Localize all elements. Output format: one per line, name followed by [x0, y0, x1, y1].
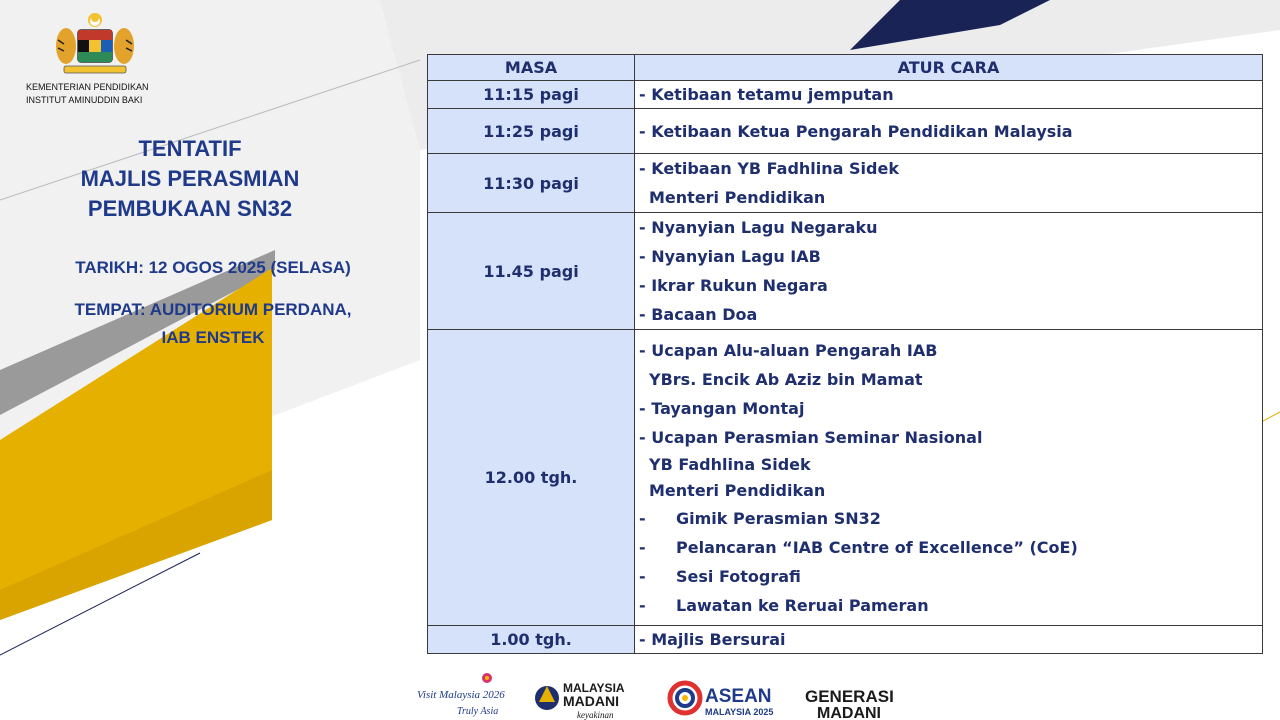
row-time: 1.00 tgh. — [428, 626, 635, 654]
schedule-item: - Ikrar Rukun Negara — [639, 276, 828, 295]
column-header-masa: MASA — [428, 55, 635, 81]
row-time: 11:30 pagi — [428, 154, 635, 213]
schedule-item: YB Fadhlina Sidek — [649, 454, 811, 474]
madani-line1: MALAYSIA — [563, 681, 625, 695]
title-line-2: MAJLIS PERASMIAN — [80, 166, 300, 191]
asean-line2: MALAYSIA 2025 — [705, 707, 774, 717]
sub-item-text: Gimik Perasmian SN32 — [676, 508, 881, 528]
generasi-line2: MADANI — [817, 705, 881, 720]
schedule-item: - Ucapan Alu-aluan Pengarah IAB — [639, 340, 938, 360]
visit-malaysia-logo — [415, 668, 515, 720]
row-time: 11:15 pagi — [428, 81, 635, 109]
row-items — [635, 330, 1263, 626]
schedule-item: Menteri Pendidikan — [649, 188, 826, 207]
table-row — [428, 109, 1263, 154]
schedule-item: - Ketibaan tetamu jemputan — [639, 84, 894, 104]
event-date: TARIKH: 12 OGOS 2025 (SELASA) — [75, 258, 351, 277]
row-items — [635, 81, 1263, 109]
table-row — [428, 81, 1263, 109]
generasi-line1: GENERASI — [805, 687, 894, 706]
header-logo-block — [20, 10, 170, 106]
malaysia-madani-logo — [533, 668, 643, 720]
table-row — [428, 330, 1263, 626]
sub-item-text: Sesi Fotografi — [676, 566, 801, 586]
sub-item-text: Pelancaran “IAB Centre of Excellence” (CoE) — [676, 537, 1078, 557]
title-line-1: TENTATIF — [138, 136, 242, 161]
bullet-dash: - — [639, 537, 646, 557]
generasi-madani-logo — [803, 668, 913, 720]
schedule-sub-item — [639, 533, 1262, 562]
visit-malaysia-tagline: Truly Asia — [457, 706, 499, 717]
row-items — [635, 154, 1263, 213]
asean-line1: ASEAN — [705, 686, 772, 707]
row-items — [635, 109, 1263, 154]
row-items — [635, 213, 1263, 330]
schedule-table — [427, 54, 1263, 654]
schedule-item: - Ketibaan Ketua Pengarah Pendidikan Malaysia — [639, 121, 1073, 141]
schedule-sub-item — [639, 562, 1262, 591]
title-line-3: PEMBUKAAN SN32 — [87, 196, 293, 221]
event-venue-line2: IAB ENSTEK — [161, 328, 265, 347]
schedule-sub-item — [639, 591, 1262, 620]
schedule-item: - Bacaan Doa — [639, 305, 758, 324]
event-venue-line1: TEMPAT: AUDITORIUM PERDANA, — [74, 300, 352, 319]
schedule-item: YBrs. Encik Ab Aziz bin Mamat — [649, 369, 923, 389]
org-name-line2: INSTITUT AMINUDDIN BAKI — [26, 95, 143, 105]
table-header-row — [428, 55, 1263, 81]
bullet-dash: - — [639, 508, 646, 528]
schedule-item: - Ucapan Perasmian Seminar Nasional — [639, 427, 983, 447]
schedule-item: - Tayangan Montaj — [639, 398, 805, 418]
event-title — [20, 134, 360, 224]
madani-line2: MADANI — [563, 693, 619, 709]
table-row — [428, 626, 1263, 654]
row-time: 11.45 pagi — [428, 213, 635, 330]
schedule-item: Menteri Pendidikan — [649, 480, 826, 500]
row-time: 11:25 pagi — [428, 109, 635, 154]
bullet-dash: - — [639, 566, 646, 586]
table-row — [428, 154, 1263, 213]
table-row — [428, 213, 1263, 330]
column-header-atur-cara: ATUR CARA — [635, 55, 1263, 81]
bullet-dash: - — [639, 595, 646, 615]
schedule-item: - Majlis Bersurai — [639, 629, 786, 649]
visit-malaysia-text: Visit Malaysia 2026 — [417, 689, 505, 701]
org-name-line1: KEMENTERIAN PENDIDIKAN — [26, 82, 149, 92]
coat-of-arms-icon — [50, 10, 140, 80]
footer-logos — [415, 668, 915, 720]
row-time: 12.00 tgh. — [428, 330, 635, 626]
sub-item-text: Lawatan ke Reruai Pameran — [676, 595, 929, 615]
madani-tagline: keyakinan — [577, 710, 614, 720]
schedule-item: - Ketibaan YB Fadhlina Sidek — [639, 159, 899, 178]
schedule-sub-item — [639, 504, 1262, 533]
row-items — [635, 626, 1263, 654]
schedule-item: - Nyanyian Lagu IAB — [639, 247, 821, 266]
asean-malaysia-logo — [667, 668, 782, 720]
schedule-item: - Nyanyian Lagu Negaraku — [639, 218, 878, 237]
